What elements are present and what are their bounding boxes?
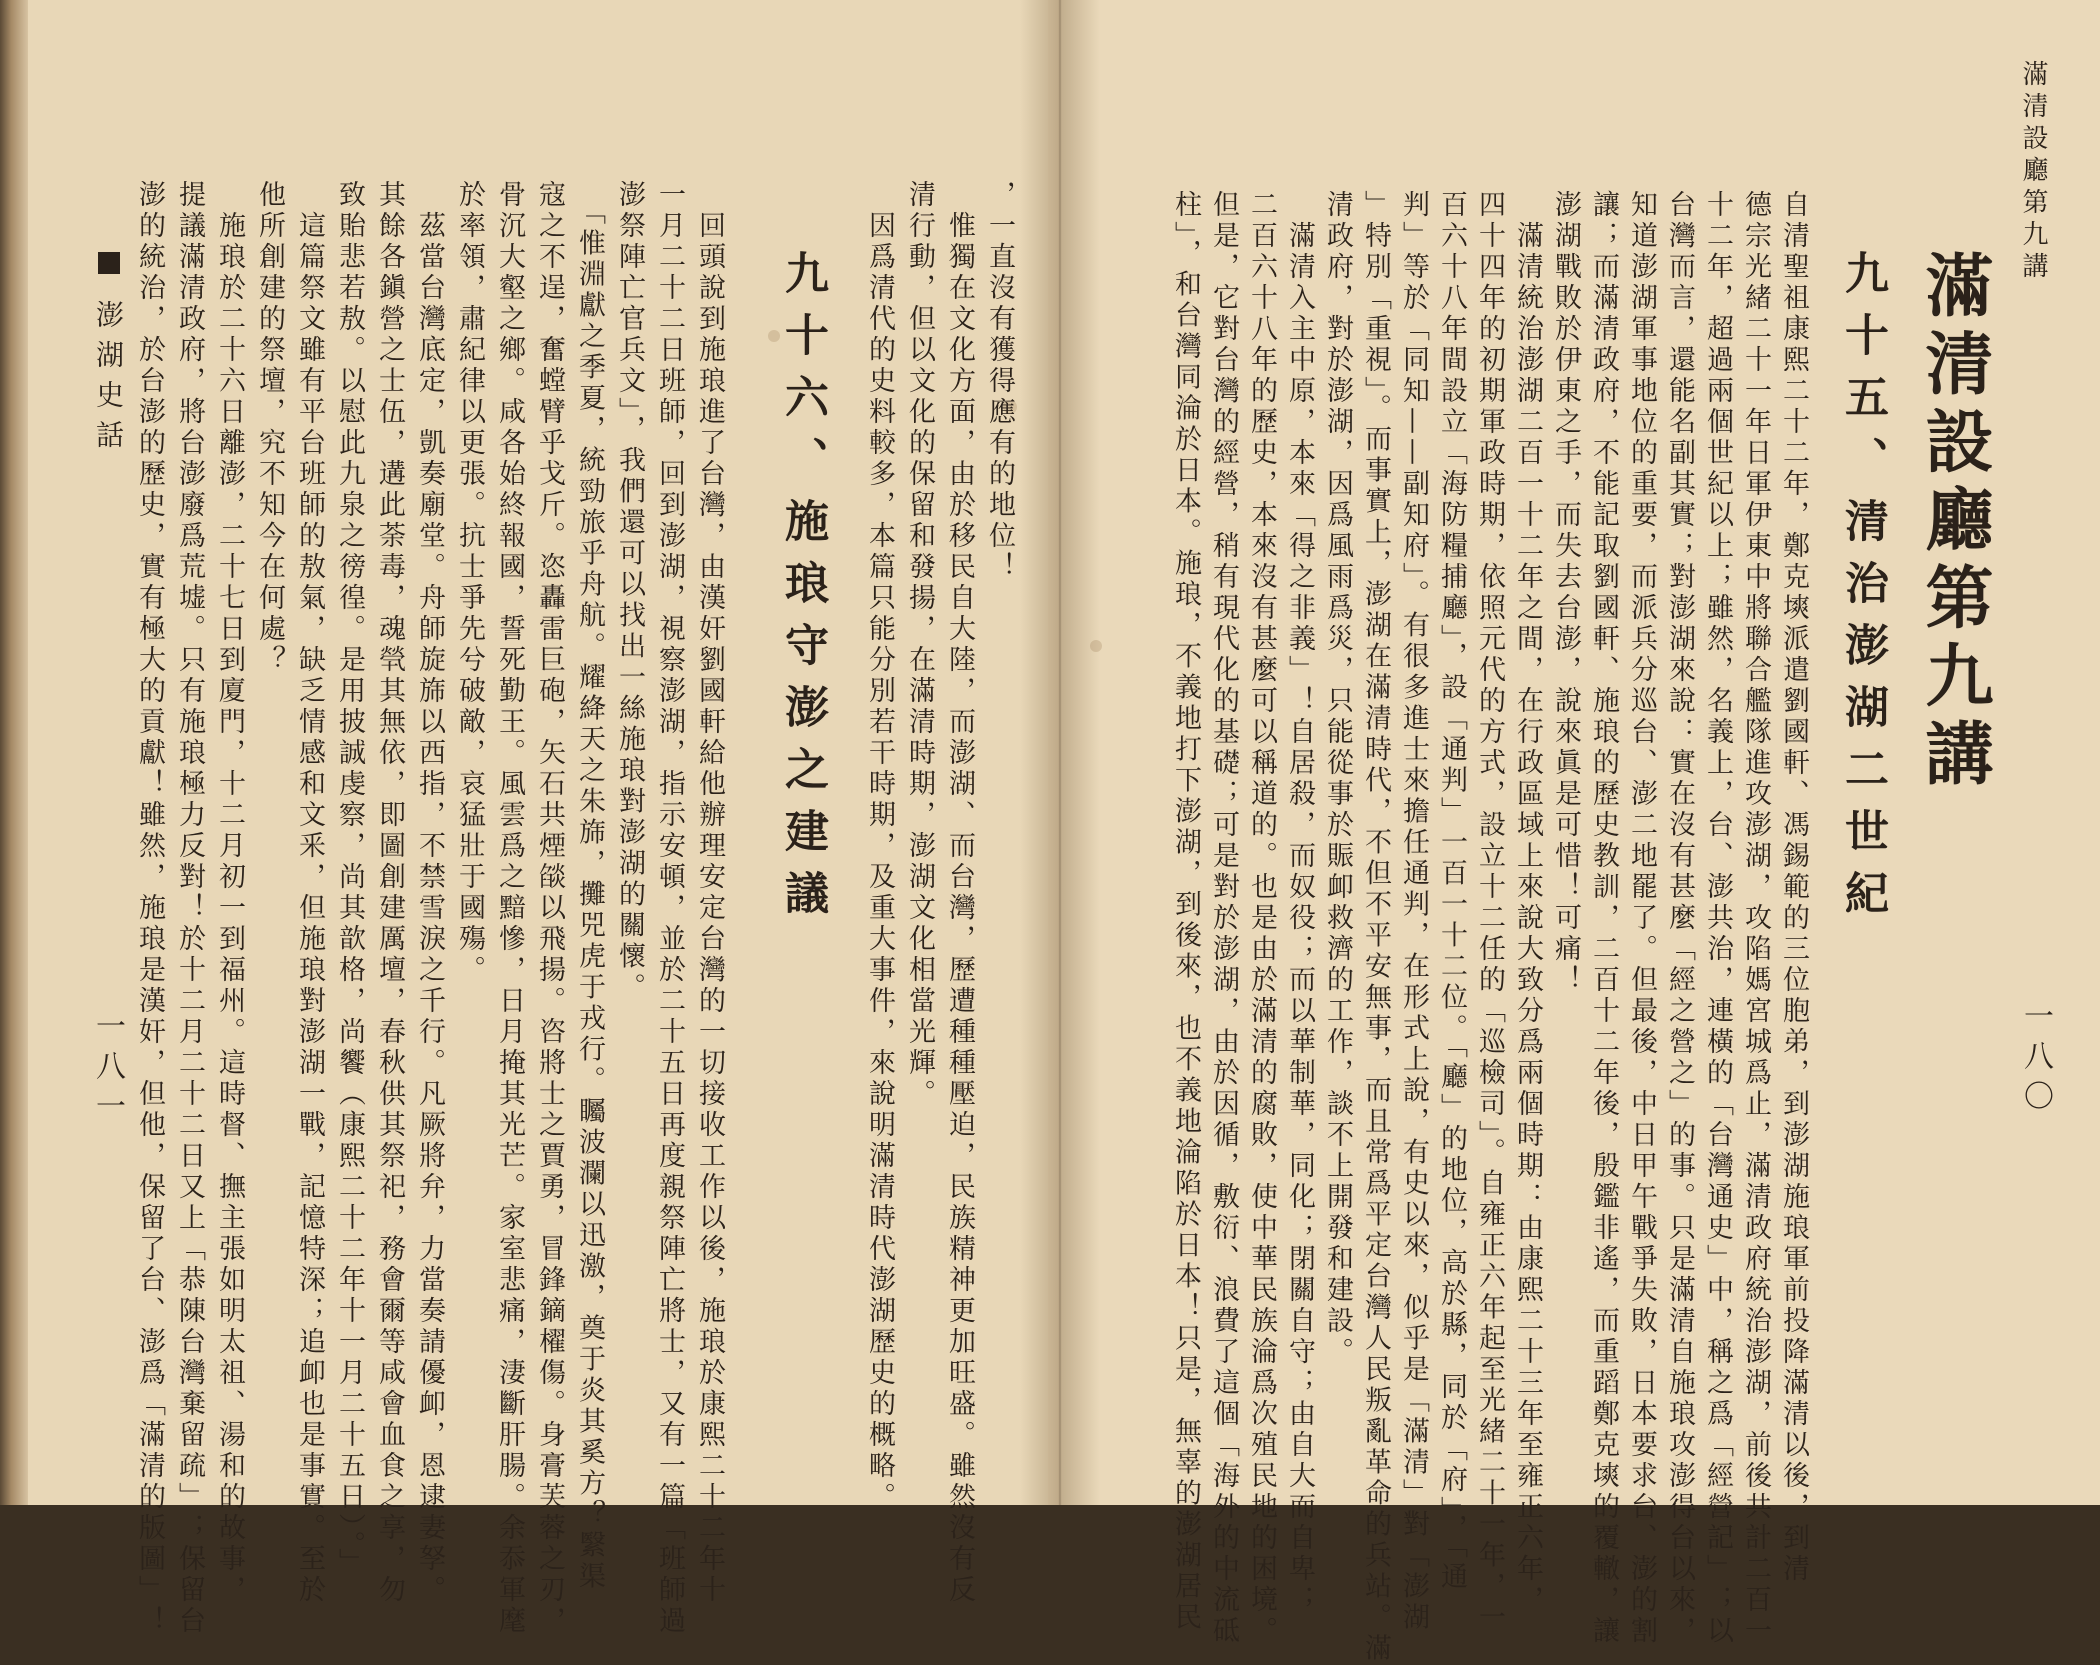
text-column: 判」等於「同知——副知府」。有很多進士來擔任通判，在形式上說，有史以來，似乎是「滿清」對「澎湖: [1398, 190, 1429, 1634]
text-column: 他所創建的祭壇，究不知今在何處？: [254, 180, 285, 676]
text-column: 自清聖祖康熙二十二年，鄭克塽派遣劉國軒、馮錫範的三位胞弟，到澎湖施琅軍前投降滿清以後，到清: [1778, 190, 1809, 1585]
text-column: 致貽悲若敖。以慰此九泉之徬徨。是用披誠虔察，尚其歆格，尚饗（康熙二十二年十一月二十五日）。」: [334, 180, 365, 1579]
text-column: 清行動，但以文化的保留和發揚，在滿清時期，澎湖文化相當光輝。: [904, 180, 935, 1110]
text-column: 於率領，肅紀律以更張。抗士爭先兮破敵，哀猛壯于國殤。: [454, 180, 485, 986]
text-column: ，一直沒有獲得應有的地位！: [984, 180, 1015, 583]
lecture-title: 滿清設廳第九講: [1914, 250, 1994, 796]
text-column: 茲當台灣底定，凱奏廟堂。舟師旋旆以西指，不禁雪淚之千行。凡厥將弁，力當奏請優卹，恩逮妻孥。: [414, 180, 445, 1606]
left-page: [28, 0, 1048, 1637]
text-column: 二百六十八年的歷史，本來沒有甚麼可以稱道的。也是由於滿清的腐敗，使中華民族淪爲次殖民地的困境。: [1246, 190, 1277, 1647]
text-column: 骨沉大壑之鄉。咸各始終報國，誓死勤王。風雲爲之黯慘，日月掩其光芒。家室悲痛，淒斷肝腸。余忝軍麾: [494, 180, 525, 1637]
text-column: 一月二十二日班師，回到澎湖，視察澎湖，指示安頓，並於二十五日再度親祭陣亡將士，又有一篇「班師過: [654, 180, 685, 1637]
square-mark-icon: [98, 252, 120, 274]
text-column: 百六十八年間設立「海防糧捕廳」，設「通判」一百一十二位。「廳」的地位，高於縣，同於「府」，「通: [1436, 190, 1467, 1593]
book-edge: [0, 0, 28, 1505]
text-column: 澎湖戰敗於伊東之手，而失去台澎，說來眞是可惜！可痛！: [1550, 190, 1581, 996]
page-stain: [1090, 640, 1102, 652]
text-column: 澎的統治，於台澎的歷史，實有極大的貢獻！雖然，施琅是漢奸，但他，保留了台、澎爲「滿清的版圖」！: [134, 180, 165, 1637]
text-column: 寇之不逞，奮螳臂乎戈斤。恣轟雷巨砲，矢石共煙燄以飛揚。咨將士之賈勇，冒鋒鏑櫂傷。身膏芙蓉之刃，: [534, 180, 565, 1637]
text-column: 其餘各鎭營之士伍，遘此荼毒，魂煢其無依，即圖創建厲壇，春秋供其祭祀，務會爾等咸會血食之享，勿: [374, 180, 405, 1606]
book-title-footer: 澎湖史話: [92, 300, 125, 460]
text-column: 台灣而言，還能名副其實；對澎湖來說：實在沒有甚麼「經之營之」的事。只是滿清自施琅攻澎得台以來，: [1664, 190, 1695, 1647]
right-page: [1060, 0, 2100, 1665]
page-number: 一八〇: [2018, 1000, 2053, 1120]
text-column: 」特別「重視」。而事實上，澎湖在滿清時代，不但不平安無事，而且常爲平定台灣人民叛亂革命的兵站。滿: [1360, 190, 1391, 1665]
text-column: 這篇祭文雖有平台班師的敖氣，缺乏情感和文釆，但施琅對澎湖一戰，記憶特深；追卹也是事實。至於: [294, 180, 325, 1606]
section-title: 九十六、施琅守澎之建議: [777, 250, 828, 932]
text-column: 回頭說到施琅進了台灣，由漢奸劉國軒給他辦理安定台灣的一切接收工作以後，施琅於康熙二十二年十: [694, 180, 725, 1606]
text-column: 惟獨在文化方面，由於移民自大陸，而澎湖、而台灣，歷遭種種壓迫，民族精神更加旺盛。雖然沒有反: [944, 180, 975, 1606]
text-column: 澎祭陣亡官兵文」，我們還可以找出一絲施琅對澎湖的關懷。: [614, 180, 645, 1004]
text-column: 施琅於二十六日離澎，二十七日到廈門，十二月初一到福州。這時督、撫主張如明太祖、湯和的故事，: [214, 180, 245, 1606]
text-column: 清政府，對於澎湖，因爲風雨爲災，只能從事於賑卹救濟的工作，談不上開發和建設。: [1322, 190, 1353, 1368]
text-column: 「惟淵獻之季夏，統勁旅乎舟航。耀絳天之朱旆，攤兕虎于戎行。矚波瀾以迅激，奠于炎其奚方？繄渠: [574, 180, 605, 1593]
text-column: 滿清統治澎湖二百一十二年之間，在行政區域上來說大致分爲兩個時期：由康熙二十三年至雍正六年，: [1512, 190, 1543, 1616]
page-number: 一八一: [90, 1010, 125, 1130]
section-title: 九十五、清治澎湖二世紀: [1837, 250, 1888, 932]
text-column: 德宗光緒二十一年日軍伊東中將聯合艦隊進攻澎湖，攻陷媽宮城爲止，滿清政府統治澎湖，前後共計二百一: [1740, 190, 1771, 1647]
text-column: 四十四年的初期軍政時期，依照元代的方式，設立十二任的「巡檢司」。自雍正六年起至光緒二十一年，一: [1474, 190, 1505, 1634]
text-column: 讓；而滿清政府，不能記取劉國軒、施琅的歷史教訓，二百十二年後，殷鑑非遙，而重蹈鄭克塽的覆轍，讓: [1588, 190, 1619, 1647]
text-column: 知道澎湖軍事地位的重要，而派兵分巡台、澎二地罷了。但最後，中日甲午戰爭失敗，日本要求台、澎的割: [1626, 190, 1657, 1647]
running-head: 滿清設廳第九講: [2018, 60, 2048, 284]
text-column: 滿清入主中原，本來「得之非義」！自居殺，而奴役；而以華制華，同化；閉關自守；由自大而自卑；: [1284, 190, 1315, 1616]
text-column: 但是，它對台灣的經營，稍有現代化的基礎；可是對於澎湖，由於因循，敷衍、浪費了這個「海外的中流砥: [1208, 190, 1239, 1647]
text-column: 因爲清代的史料較多，本篇只能分別若干時期，及重大事件，來說明滿清時代澎湖歷史的概略。: [864, 180, 895, 1513]
text-column: 柱」，和台灣同淪於日本。施琅，不義地打下澎湖，到後來，也不義地淪陷於日本！只是，無辜的澎湖居民: [1170, 190, 1201, 1634]
text-column: 十二年，超過兩個世紀以上；雖然，名義上，台、澎共治，連橫的「台灣通史」中，稱之爲「經營記」；以: [1702, 190, 1733, 1647]
text-column: 提議滿清政府，將台澎廢爲荒墟。只有施琅極力反對！於十二月二十二日又上「恭陳台灣棄留疏」；保留台: [174, 180, 205, 1637]
